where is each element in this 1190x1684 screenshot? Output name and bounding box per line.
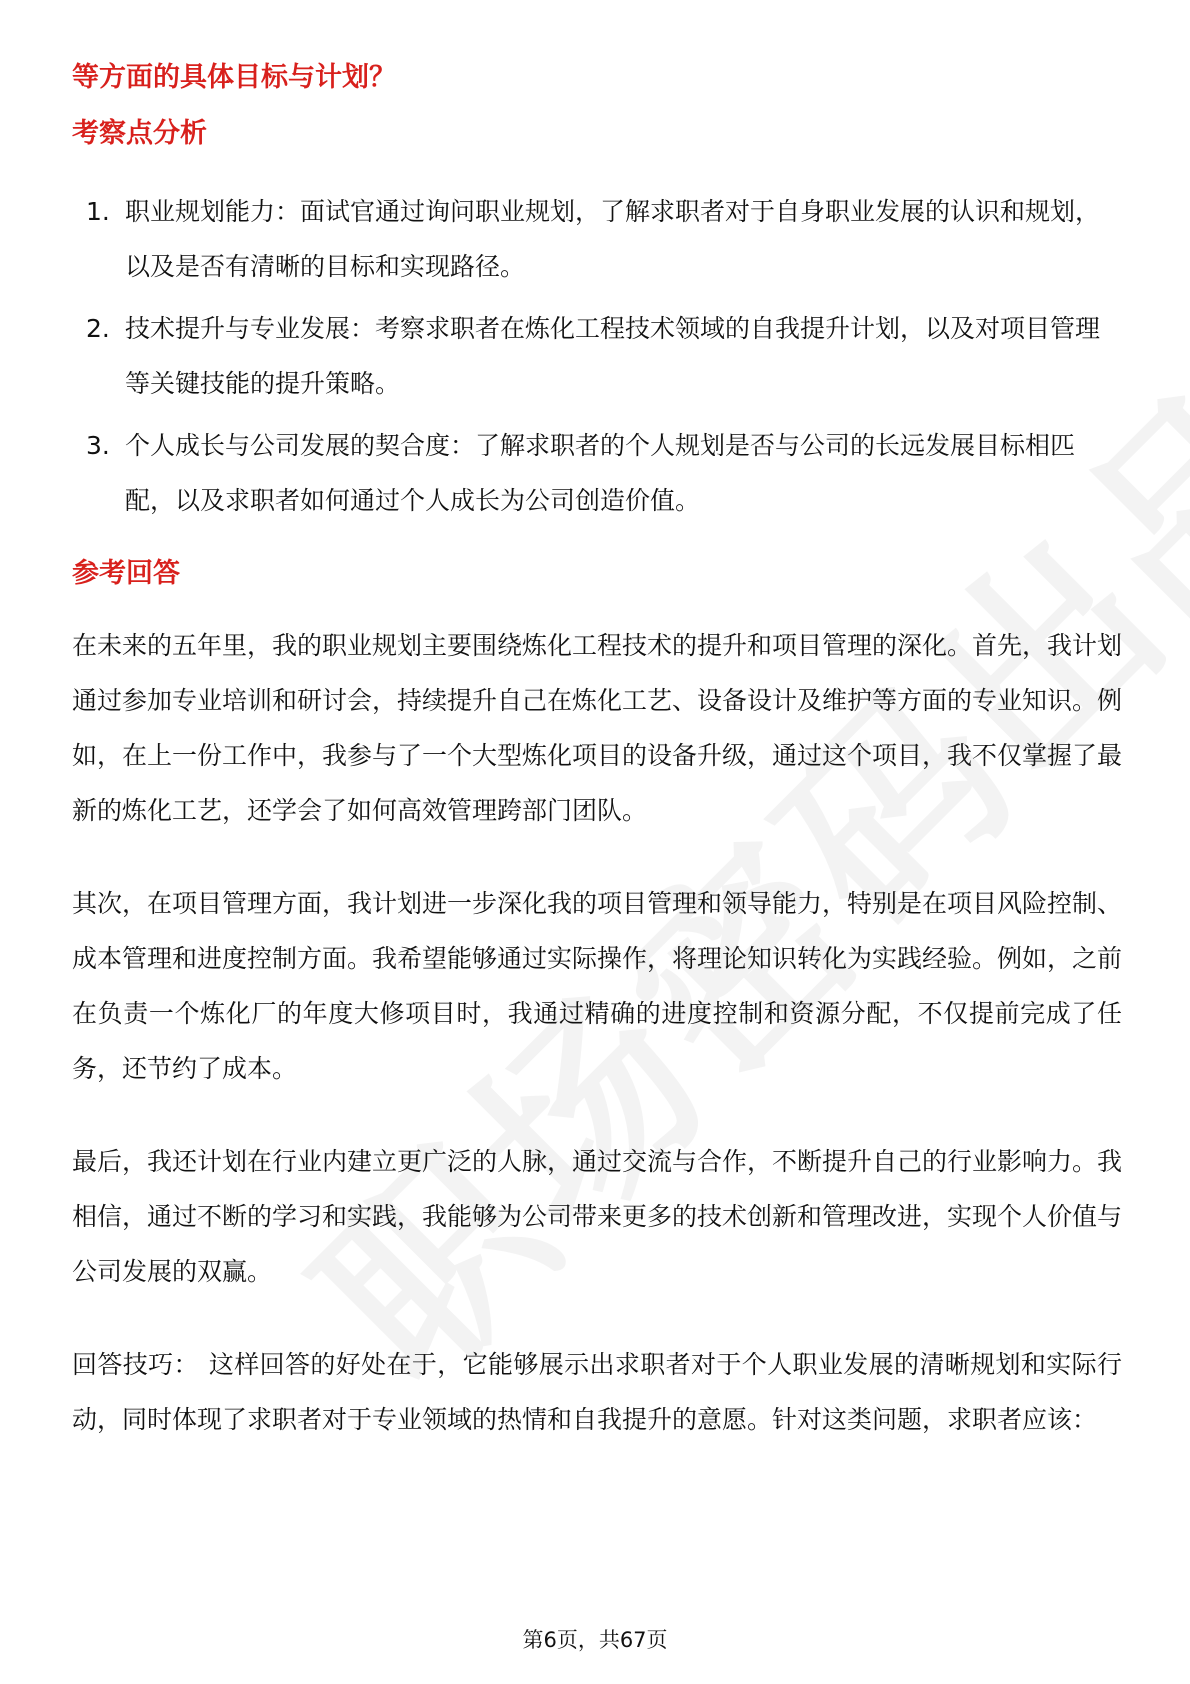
- page-footer: 第6页，共67页: [522, 1628, 668, 1652]
- answer-tip: [72, 1337, 1122, 1447]
- analysis-item-text: 个人成长与公司发展的契合度：了解求职者的个人规划是否与公司的长远发展目标相匹配，以及求职者如何通过个人成长为公司创造价值。: [125, 431, 1076, 515]
- answer-paragraph: 其次，在项目管理方面，我计划进一步深化我的项目管理和领导能力，特别是在项目风险控制、成本管理和进度控制方面。我希望能够通过实际操作，将理论知识转化为实践经验。例如，之前在负责一个炼化厂的年度大修项目时，我通过精确的进度控制和资源分配，不仅提前完成了任务，还节约了成本。: [72, 889, 1123, 1083]
- analysis-item-number: 1.: [86, 197, 110, 226]
- analysis-item: [72, 184, 1122, 294]
- answer-heading: 参考回答: [72, 558, 180, 589]
- analysis-heading: 考察点分析: [72, 118, 207, 149]
- answer-tip-text: 这样回答的好处在于，它能够展示出求职者对于个人职业发展的清晰规划和实际行动，同时体现了求职者对于专业领域的热情和自我提升的意愿。针对这类问题，求职者应该：: [72, 1350, 1122, 1434]
- answer-paragraph: 在未来的五年里，我的职业规划主要围绕炼化工程技术的提升和项目管理的深化。首先，我计划通过参加专业培训和研讨会，持续提升自己在炼化工艺、设备设计及维护等方面的专业知识。例如，在上一份工作中，我参与了一个大型炼化项目的设备升级，通过这个项目，我不仅掌握了最新的炼化工艺，还学会了如何高效管理跨部门团队。: [72, 631, 1123, 825]
- answer-paragraph: 最后，我还计划在行业内建立更广泛的人脉，通过交流与合作，不断提升自己的行业影响力。我相信，通过不断的学习和实践，我能够为公司带来更多的技术创新和管理改进，实现个人价值与公司发展的双赢。: [72, 1147, 1123, 1286]
- answer-tip-label: 回答技巧：: [72, 1350, 199, 1379]
- analysis-item-number: 2.: [86, 314, 110, 343]
- analysis-item: [72, 301, 1122, 411]
- analysis-item-text: 技术提升与专业发展：考察求职者在炼化工程技术领域的自我提升计划，以及对项目管理等关键技能的提升策略。: [125, 314, 1101, 398]
- analysis-item: [72, 418, 1122, 528]
- page-content: [72, 58, 1122, 1485]
- analysis-item-number: 3.: [86, 431, 110, 460]
- analysis-list: [72, 184, 1122, 528]
- question-title: 等方面的具体目标与计划？: [72, 62, 396, 93]
- analysis-item-text: 职业规划能力：面试官通过询问职业规划，了解求职者对于自身职业发展的认识和规划，以及是否有清晰的目标和实现路径。: [125, 197, 1101, 281]
